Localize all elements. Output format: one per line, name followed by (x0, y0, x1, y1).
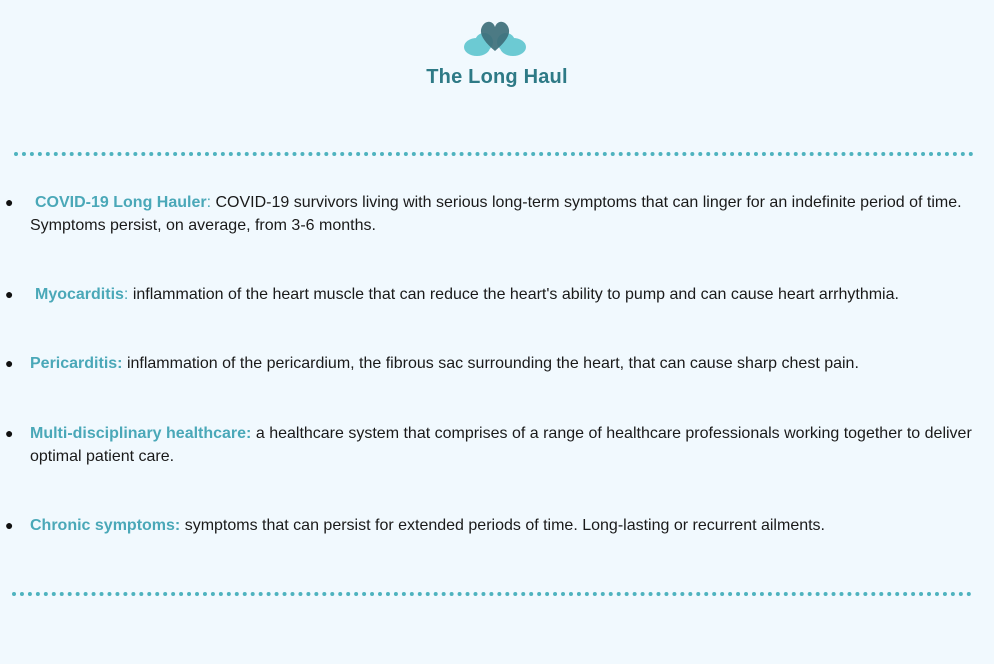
bullet-icon: ● (5, 425, 14, 441)
term-separator: : (123, 286, 133, 303)
bullet-icon: ● (5, 286, 14, 302)
dotted-divider-top (14, 152, 974, 156)
bullet-icon: ● (5, 355, 14, 371)
brand-title: The Long Haul (426, 66, 568, 88)
term-definition: COVID-19 survivors living with serious long-term symptoms that can linger for an indefinite period of time. Symptoms persist, on average, from 3-6 months. (30, 194, 962, 234)
term-definition: inflammation of the heart muscle that can reduce the heart's ability to pump and can cause heart arrhythmia. (132, 286, 899, 303)
heart-hands-icon (462, 18, 528, 58)
term-label: COVID-19 Long Hauler (35, 194, 207, 211)
term-label: Pericarditis: (30, 355, 123, 372)
term-definition: a healthcare system that comprises of a range of healthcare professionals working together to deliver optimal patient care. (30, 425, 972, 465)
term-label: Myocarditis (35, 286, 124, 303)
term-definition: symptoms that can persist for extended periods of time. Long-lasting or recurrent ailments. (184, 517, 825, 534)
term-label: Multi-disciplinary healthcare: (30, 425, 252, 442)
term-separator: : (206, 194, 216, 211)
term-label: Chronic symptoms: (30, 517, 181, 534)
bullet-icon: ● (5, 517, 14, 533)
dotted-divider-bottom (12, 592, 972, 596)
term-definition: inflammation of the pericardium, the fibrous sac surrounding the heart, that can cause sharp chest pain. (126, 355, 859, 372)
bullet-icon: ● (5, 194, 14, 210)
